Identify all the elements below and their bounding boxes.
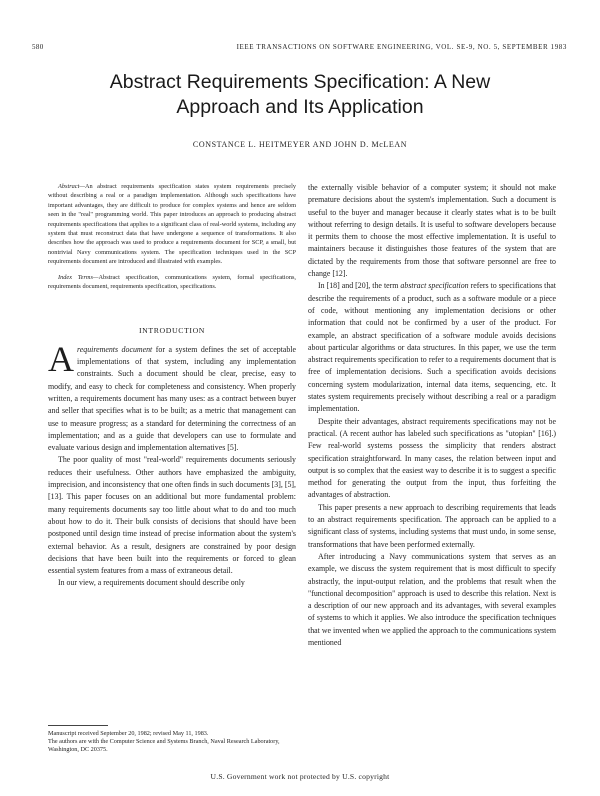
intro-emphasis: requirements document [77,344,153,354]
right-paragraph-2 [308,280,556,415]
abstract [48,182,296,267]
right-column [308,182,556,649]
title-line-1: Abstract Requirements Specification: A New [109,71,491,93]
right-paragraph-3: Despite their advantages, abstract requirements specifications may not be practical. (A recent author has labeled such specifications as "utopian" [16].) Few real-world systems possess the simplicity that renders abstract specification straightforward. In many cases, the relation between input and output is so complex that the easiest way to describe it is to suggest a specific method for generating the output from the input, thus forfeiting the advantages of abstraction. [308,416,556,500]
right-paragraph-1: the externally visible behavior of a computer system; it should not make premature decisions about the system's implementation. Such a document is useful to the buyer and manager because it clearly states what is to be built without referring to design details. It is useful to software developers because it permits them to choose the most effective implementation. It is useful to maintainers because it distinguishes those features of the system that are dictated by the requirements from those that software personnel are free to change [12]. [308,183,556,279]
drop-cap-letter: A [48,338,74,379]
abstract-label: Abstract— [58,183,85,190]
right-paragraph-2-emphasis: abstract specification [400,281,469,291]
intro-paragraph-1-text: for a system defines the set of acceptable implementations of that system, including any implementation constraints. Such a document should be clear, precise, easy to modify, and easy to check for completeness and consistency. When properly written, a requirements document has many uses: as a contract between buyer and seller that specifies what is to be built; as a metric that management can use to measure progress; as a standard for determining the correctness of an implementation; and as a guide that developers can use to formulate and evaluate various design and implementation alternatives [5]. [48,344,296,453]
right-paragraph-5: After introducing a Navy communications system that serves as an example, we discuss the system requirement that is most difficult to specify abstractly, the input-output relation, and the problems that result when the "functional decomposition" approach is used to describe this relation. Next is a description of our new approach and its advantages, with several examples of systems to which it applies. We also introduce the specification techniques that we invented when we applied the approach to the communications system mentioned [308,551,556,647]
journal-citation: IEEE TRANSACTIONS ON SOFTWARE ENGINEERING, VOL. SE-9, NO. 5, SEPTEMBER 1983 [236,43,567,51]
running-header [32,43,567,55]
abstract-text: An abstract requirements specification states system requirements precisely without describing a real or a paradigm implementation. Although such specifications have important advantages, they are difficult to produce for complex systems and hence are seldom seen in the "real" programming world. This paper introduces an approach to producing abstract requirements specifications that applies to a significant class of real-world systems, including any system that must reconstruct data that have undergone a sequence of transformations. It also describes how the approach was used to produce a requirements document for SCP, a small, but nontrivial Navy communications system. The specification techniques used in the SCP requirements document are introduced and illustrated with examples. [48,183,296,266]
intro-paragraph-3: In our view, a requirements document should describe only [58,578,245,588]
index-terms-label: Index Terms— [58,273,99,281]
author-list: CONSTANCE L. HEITMEYER AND JOHN D. McLEAN [192,140,408,149]
title-line-2: Approach and Its Application [176,96,424,118]
index-terms [48,273,296,292]
footnote [48,730,296,755]
page-number: 580 [32,43,44,51]
left-column [48,182,296,590]
paper-title [40,70,560,120]
right-paragraph-2-text: refers to specifications that describe the requirements of a product, such as a software module or a piece of code, without mentioning any implementation decisions or other information that could not be confirmed by a user of the product. For example, an abstract specification of a software module avoids decisions about particular algorithms or data structures. In this paper, we use the term abstract requirements specification to refer to a requirements document that is free of implementation decisions. Such a specification avoids decisions concerning system modularization, internal data items, sequencing, etc. It states system requirements precisely without describing a real or a paradigm implementation. [308,281,556,414]
section-heading-introduction: INTRODUCTION [138,326,206,336]
footnote-line-2: The authors are with the Computer Science and Systems Branch, Naval Research Laboratory, Washington, DC 20375. [48,738,280,754]
index-terms-text: Abstract specification, communications system, formal specifications, requirements document, requirements specification, specifications. [48,273,296,291]
right-paragraph-4: This paper presents a new approach to describing requirements that leads to an abstract requirements specification. The approach can be applied to a significant class of systems, including systems that must undo, in some sense, transformations that have been performed externally. [308,502,556,549]
right-paragraph-2-lead: In [18] and [20], the term [318,281,401,291]
intro-paragraph-2: The poor quality of most "real-world" requirements documents seriously reduces their usefulness. Other authors have emphasized the ambiguity, imprecision, and inconsistency that one often finds in such documents [3], [5], [13]. This paper focuses on an additional but more fundamental problem: many requirements documents say too little about what to do and too much about how to do it. Their bulk consists of decisions that should have been postponed until design time instead of precise information about the system's external behavior. As a result, designers are constrained by poor design decisions that have been built into the requirements or forced to glean essential system features from a mass of extraneous detail. [48,455,296,576]
footnote-line-1: Manuscript received September 20, 1982; revised May 11, 1983. [48,730,209,737]
footnote-rule [48,725,108,726]
copyright-footer: U.S. Government work not protected by U.S. copyright [210,772,390,781]
intro-paragraph-1 [48,338,296,455]
